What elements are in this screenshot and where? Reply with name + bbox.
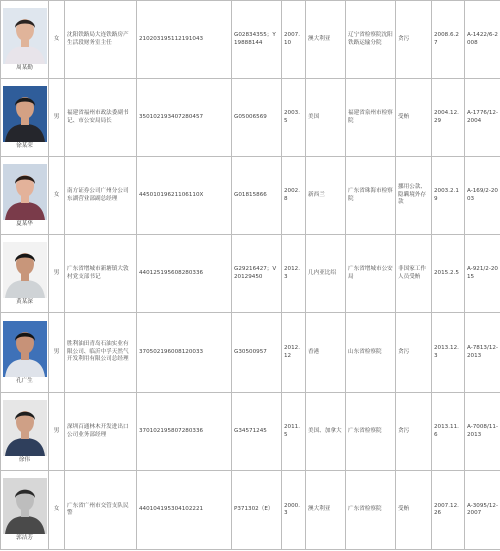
passport-cell: G29216427；V20129450 bbox=[232, 235, 282, 313]
flee-destination-cell: 香港 bbox=[306, 313, 346, 393]
flee-time-cell: 2002.8 bbox=[282, 157, 306, 235]
id-number-cell: 440125195608280336 bbox=[137, 235, 232, 313]
agency-cell: 广东省增城市公安局 bbox=[346, 235, 396, 313]
notice-date-cell: 2013.12.3 bbox=[432, 313, 465, 393]
case-number-cell: A-169/2-2003 bbox=[465, 157, 500, 235]
table-row bbox=[1, 1, 500, 79]
flee-destination-cell: 美国 bbox=[306, 79, 346, 157]
position-cell: 沈阳铁路局大连铁路房产生活段财务室主任 bbox=[65, 1, 137, 79]
portrait-photo bbox=[3, 400, 47, 456]
flee-destination-cell: 新西兰 bbox=[306, 157, 346, 235]
flee-time-cell: 2011.5 bbox=[282, 393, 306, 471]
charge-cell: 受贿 bbox=[396, 79, 432, 157]
table-row bbox=[1, 79, 500, 157]
sex-cell: 女 bbox=[49, 157, 65, 235]
flee-time-cell: 2000.3 bbox=[282, 471, 306, 550]
passport-cell: G05006569 bbox=[232, 79, 282, 157]
notice-date-cell: 2013.11.6 bbox=[432, 393, 465, 471]
sex-cell: 男 bbox=[49, 393, 65, 471]
photo-cell bbox=[1, 471, 49, 550]
agency-cell: 辽宁省检察院沈阳铁路运输分院 bbox=[346, 1, 396, 79]
flee-destination-cell: 几内亚比绍 bbox=[306, 235, 346, 313]
passport-cell: G02834355；Y19888144 bbox=[232, 1, 282, 79]
id-number-cell: 370102195807280336 bbox=[137, 393, 232, 471]
passport-cell: G30500957 bbox=[232, 313, 282, 393]
id-number-cell: 210203195112191043 bbox=[137, 1, 232, 79]
notice-date-cell: 2008.6.27 bbox=[432, 1, 465, 79]
table-row bbox=[1, 471, 500, 550]
portrait-photo bbox=[3, 8, 47, 64]
photo-cell bbox=[1, 1, 49, 79]
photo-cell bbox=[1, 157, 49, 235]
charge-cell: 贪污 bbox=[396, 1, 432, 79]
flee-time-cell: 2007.10 bbox=[282, 1, 306, 79]
sex-cell: 男 bbox=[49, 313, 65, 393]
sex-cell: 女 bbox=[49, 1, 65, 79]
charge-cell: 挪用公款、隐瞒境外存款 bbox=[396, 157, 432, 235]
person-name: 孔广生 bbox=[16, 377, 33, 384]
passport-cell: P371302（E） bbox=[232, 471, 282, 550]
person-name: 徐某荣 bbox=[16, 142, 33, 149]
notice-date-cell: 2015.2.5 bbox=[432, 235, 465, 313]
portrait-photo bbox=[3, 164, 47, 220]
flee-time-cell: 2012.12 bbox=[282, 313, 306, 393]
agency-cell: 广东省检察院 bbox=[346, 393, 396, 471]
photo-cell bbox=[1, 393, 49, 471]
position-cell: 广东省增城市新塘镇大敦村党支部书记 bbox=[65, 235, 137, 313]
notice-date-cell: 2004.12.29 bbox=[432, 79, 465, 157]
sex-cell: 男 bbox=[49, 235, 65, 313]
case-number-cell: A-921/2-2015 bbox=[465, 235, 500, 313]
notice-date-cell: 2007.12.26 bbox=[432, 471, 465, 550]
table-row bbox=[1, 235, 500, 313]
photo-cell bbox=[1, 79, 49, 157]
id-number-cell: 350102193407280457 bbox=[137, 79, 232, 157]
id-number-cell: 440104195304102221 bbox=[137, 471, 232, 550]
charge-cell: 受贿 bbox=[396, 471, 432, 550]
records-body bbox=[1, 1, 500, 550]
position-cell: 深圳百通林木开发进出口公司业务部经理 bbox=[65, 393, 137, 471]
flee-time-cell: 2003.5 bbox=[282, 79, 306, 157]
agency-cell: 广东省检察院 bbox=[346, 471, 396, 550]
person-name: 黄某深 bbox=[16, 298, 33, 305]
flee-destination-cell: 澳大利亚 bbox=[306, 471, 346, 550]
photo-cell bbox=[1, 235, 49, 313]
charge-cell: 贪污 bbox=[396, 393, 432, 471]
position-cell: 福建省福州市政法委副书记、市公安局局长 bbox=[65, 79, 137, 157]
portrait-photo bbox=[3, 86, 47, 142]
id-number-cell: 44501019621106110X bbox=[137, 157, 232, 235]
passport-cell: G34571245 bbox=[232, 393, 282, 471]
charge-cell: 贪污 bbox=[396, 313, 432, 393]
flee-destination-cell: 澳大利亚 bbox=[306, 1, 346, 79]
charge-cell: 非国家工作人员受贿 bbox=[396, 235, 432, 313]
flee-time-cell: 2012.3 bbox=[282, 235, 306, 313]
person-name: 郭洁芳 bbox=[16, 535, 33, 541]
sex-cell: 男 bbox=[49, 79, 65, 157]
id-number-cell: 370502196008120033 bbox=[137, 313, 232, 393]
photo-cell bbox=[1, 313, 49, 393]
position-cell: 南方证券公司广州分公司东湖营业部副总经理 bbox=[65, 157, 137, 235]
agency-cell: 广东省珠海市检察院 bbox=[346, 157, 396, 235]
person-name: 周某勤 bbox=[16, 64, 33, 71]
person-name: 徐伟 bbox=[18, 456, 31, 463]
case-number-cell: A-7008/11-2013 bbox=[465, 393, 500, 471]
passport-cell: G01815866 bbox=[232, 157, 282, 235]
case-number-cell: A-3095/12-2007 bbox=[465, 471, 500, 550]
case-number-cell: A-7813/12-2013 bbox=[465, 313, 500, 393]
person-name: 夏某华 bbox=[16, 220, 33, 227]
table-row bbox=[1, 313, 500, 393]
flee-destination-cell: 美国、加拿大 bbox=[306, 393, 346, 471]
notice-date-cell: 2003.2.19 bbox=[432, 157, 465, 235]
sex-cell: 女 bbox=[49, 471, 65, 550]
position-cell: 广东省广州市交管支队民警 bbox=[65, 471, 137, 550]
table-row bbox=[1, 393, 500, 471]
case-number-cell: A-1422/6-2008 bbox=[465, 1, 500, 79]
agency-cell: 福建省泉州市检察院 bbox=[346, 79, 396, 157]
case-number-cell: A-1776/12-2004 bbox=[465, 79, 500, 157]
portrait-photo bbox=[3, 321, 47, 377]
table-row bbox=[1, 157, 500, 235]
portrait-photo bbox=[3, 242, 47, 298]
agency-cell: 山东省检察院 bbox=[346, 313, 396, 393]
portrait-photo bbox=[3, 478, 47, 534]
position-cell: 胜利油田青岛石油实业有限公司、临沂中孚天然气开发利用有限公司总经理 bbox=[65, 313, 137, 393]
